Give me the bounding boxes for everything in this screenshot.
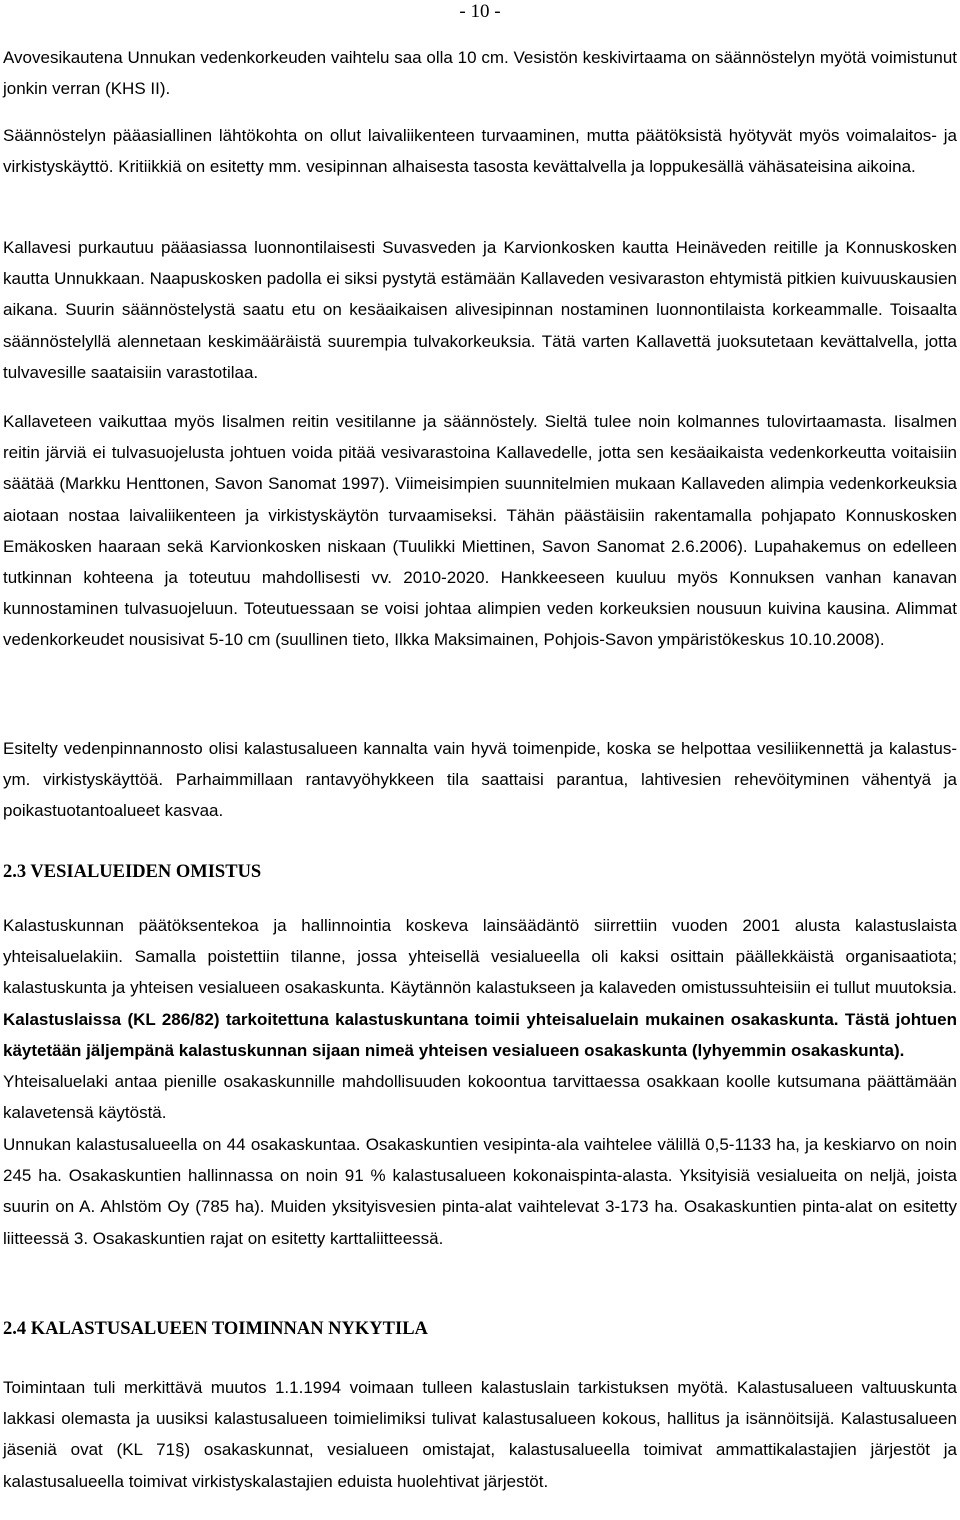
paragraph-shareholder-units: Unnukan kalastusalueella on 44 osakaskuntaa. Osakaskuntien vesipinta-ala vaihtelee välillä 0,5-1133 ha, ja keskiarvo on noin 245 ha. Osakaskuntien hallinnassa on noin 91 % kalastusalueen kokonaispinta-alasta. Yksityisiä vesialueita on neljä, joista suurin on A. Ahlstöm Oy (785 ha). Muiden yksityisvesien pinta-alat vaihtelevat 3-173 ha. Osakaskuntien pinta-alat on esitetty liitteessä 3. Osakaskuntien rajat on esitetty karttaliitteessä. <box>3 1135 957 1248</box>
paragraph-joint-area-law: Yhteisaluelaki antaa pienille osakaskunnille mahdollisuuden kokoontua tarvittaessa osakkaan koolle kutsumana päättämään kalavetensä käytöstä. <box>3 1072 957 1123</box>
page-number: - 10 - <box>459 1 501 22</box>
paragraph-water-level-raise: Esitelty vedenpinnannosto olisi kalastusalueen kannalta vain hyvä toimenpide, koska se helpottaa vesiliikennettä ja kalastus- ym. virkistyskäyttöä. Parhaimmillaan rantavyöhykkeen tila saattaisi parantua, lahtivesien rehevöityminen vähentyä ja poikastuotantoalueet kasvaa. <box>3 739 957 821</box>
paragraph-regulation-basis: Säännöstelyn pääasiallinen lähtökohta on ollut laivaliikenteen turvaaminen, mutta päätöksistä hyötyvät myös voimalaitos- ja virkistyskäyttö. Kritiikkiä on esitetty mm. vesipinnan alhaisesta tasosta kevättalvella ja loppukesällä vähäsateisina aikoina. <box>3 126 957 177</box>
paragraph-operations: Toimintaan tuli merkittävä muutos 1.1.1994 voimaan tulleen kalastuslain tarkistuksen myötä. Kalastusalueen valtuuskunta lakkasi olemasta ja uusiksi kalastusalueen toimielimiksi tulivat kalastusalueen kokous, hallitus ja isännöitsijä. Kalastusalueen jäseniä ovat (KL 71§) osakaskunnat, vesialueen omistajat, kalastusalueella toimivat ammattikalastajien järjestöt ja kalastusalueella toimivat virkistyskalastajien eduista huolehtivat järjestöt. <box>3 1378 957 1491</box>
paragraph-water-level: Avovesikautena Unnukan vedenkorkeuden vaihtelu saa olla 10 cm. Vesistön keskivirtaama on säännöstelyn myötä voimistunut jonkin verran (KHS II). <box>3 48 957 99</box>
paragraph-kallavesi-discharge: Kallavesi purkautuu pääasiassa luonnontilaisesti Suvasveden ja Karvionkosken kautta Heinäveden reitille ja Konnuskosken kautta Unnukkaan. Naapuskosken padolla ei siksi pystytä estämään Kallaveden vesivaraston ehtymistä pitkien kuivuuskausien aikana. Suurin säännöstelystä saatu etu on kesäaikaisen alivesipinnan nostaminen luonnontilaista korkeammalle. Toisaalta säännöstelyllä alennetaan keskimääräistä suurempia tulvakorkeuksia. Tätä varten Kallavettä juoksutetaan kevättalvella, jotta tulvavesille saataisiin varastotilaa. <box>3 238 957 382</box>
paragraph-iisalmi-route: Kallaveteen vaikuttaa myös Iisalmen reitin vesitilanne ja säännöstely. Sieltä tulee noin kolmannes tulovirtaamasta. Iisalmen reitin järviä ei tulvasuojelusta johtuen voida pitää vesivarastoina Kallavedelle, jotta sen kesäaikaista vedenkorkeutta voitaisiin säätää (Markku Henttonen, Savon Sanomat 1997). Viimeisimpien suunnitelmien mukaan Kallaveden alimpia vedenkorkeuksia aiotaan nostaa laivaliikenteen ja virkistyskäytön turvaamiseksi. Tähän päästäisiin rakentamalla pohjapato Konnuskosken Emäkosken haaraan sekä Karvionkosken niskaan (Tuulikki Miettinen, Savon Sanomat 2.6.2006). Lupahakemus on edelleen tutkinnan kohteena ja toteutuu mahdollisesti vv. 2010-2020. Hankkeeseen kuuluu myös Konnuksen vanhan kanavan kunnostaminen tulvasuojeluun. Toteutuessaan se voisi johtaa alimpien veden korkeuksien nousuun kuivina kausina. Alimmat vedenkorkeudet nousisivat 5-10 cm (suullinen tieto, Ilkka Maksimainen, Pohjois-Savon ympäristökeskus 10.10.2008). <box>3 412 957 650</box>
paragraph-legislation: Kalastuskunnan päätöksentekoa ja hallinnointia koskeva lainsäädäntö siirrettiin vuoden 2001 alusta kalastuslaista yhteisaluelakiin. Samalla poistettiin tilanne, jossa yhteisellä vesialueella oli kaksi osittain päällekkäistä organisaatiota; kalastuskunta ja yhteisen vesialueen osakaskunta. Käytännön kalastukseen ja kalaveden omistussuhteisiin ei tullut muutoksia. Kalastuslaissa (KL 286/82) tarkoitettuna kalastuskuntana toimii yhteisaluelain mukainen osakaskunta. Tästä johtuen käytetään jäljempänä kalastuskunnan sijaan nimeä yhteisen vesialueen osakaskunta (lyhyemmin osakaskunta). <box>3 916 957 1060</box>
bold-legislation-text: Kalastuslaissa (KL 286/82) tarkoitettuna kalastuskuntana toimii yhteisaluelain mukainen osakaskunta. Tästä johtuen käytetään jäljempänä kalastuskunnan sijaan nimeä yhteisen vesialueen osakaskunta (lyhyemmin osakaskunta). <box>3 1009 957 1060</box>
heading-2-4: 2.4 KALASTUSALUEEN TOIMINNAN NYKYTILA <box>3 1319 428 1339</box>
heading-2-3: 2.3 VESIALUEIDEN OMISTUS <box>3 862 262 882</box>
